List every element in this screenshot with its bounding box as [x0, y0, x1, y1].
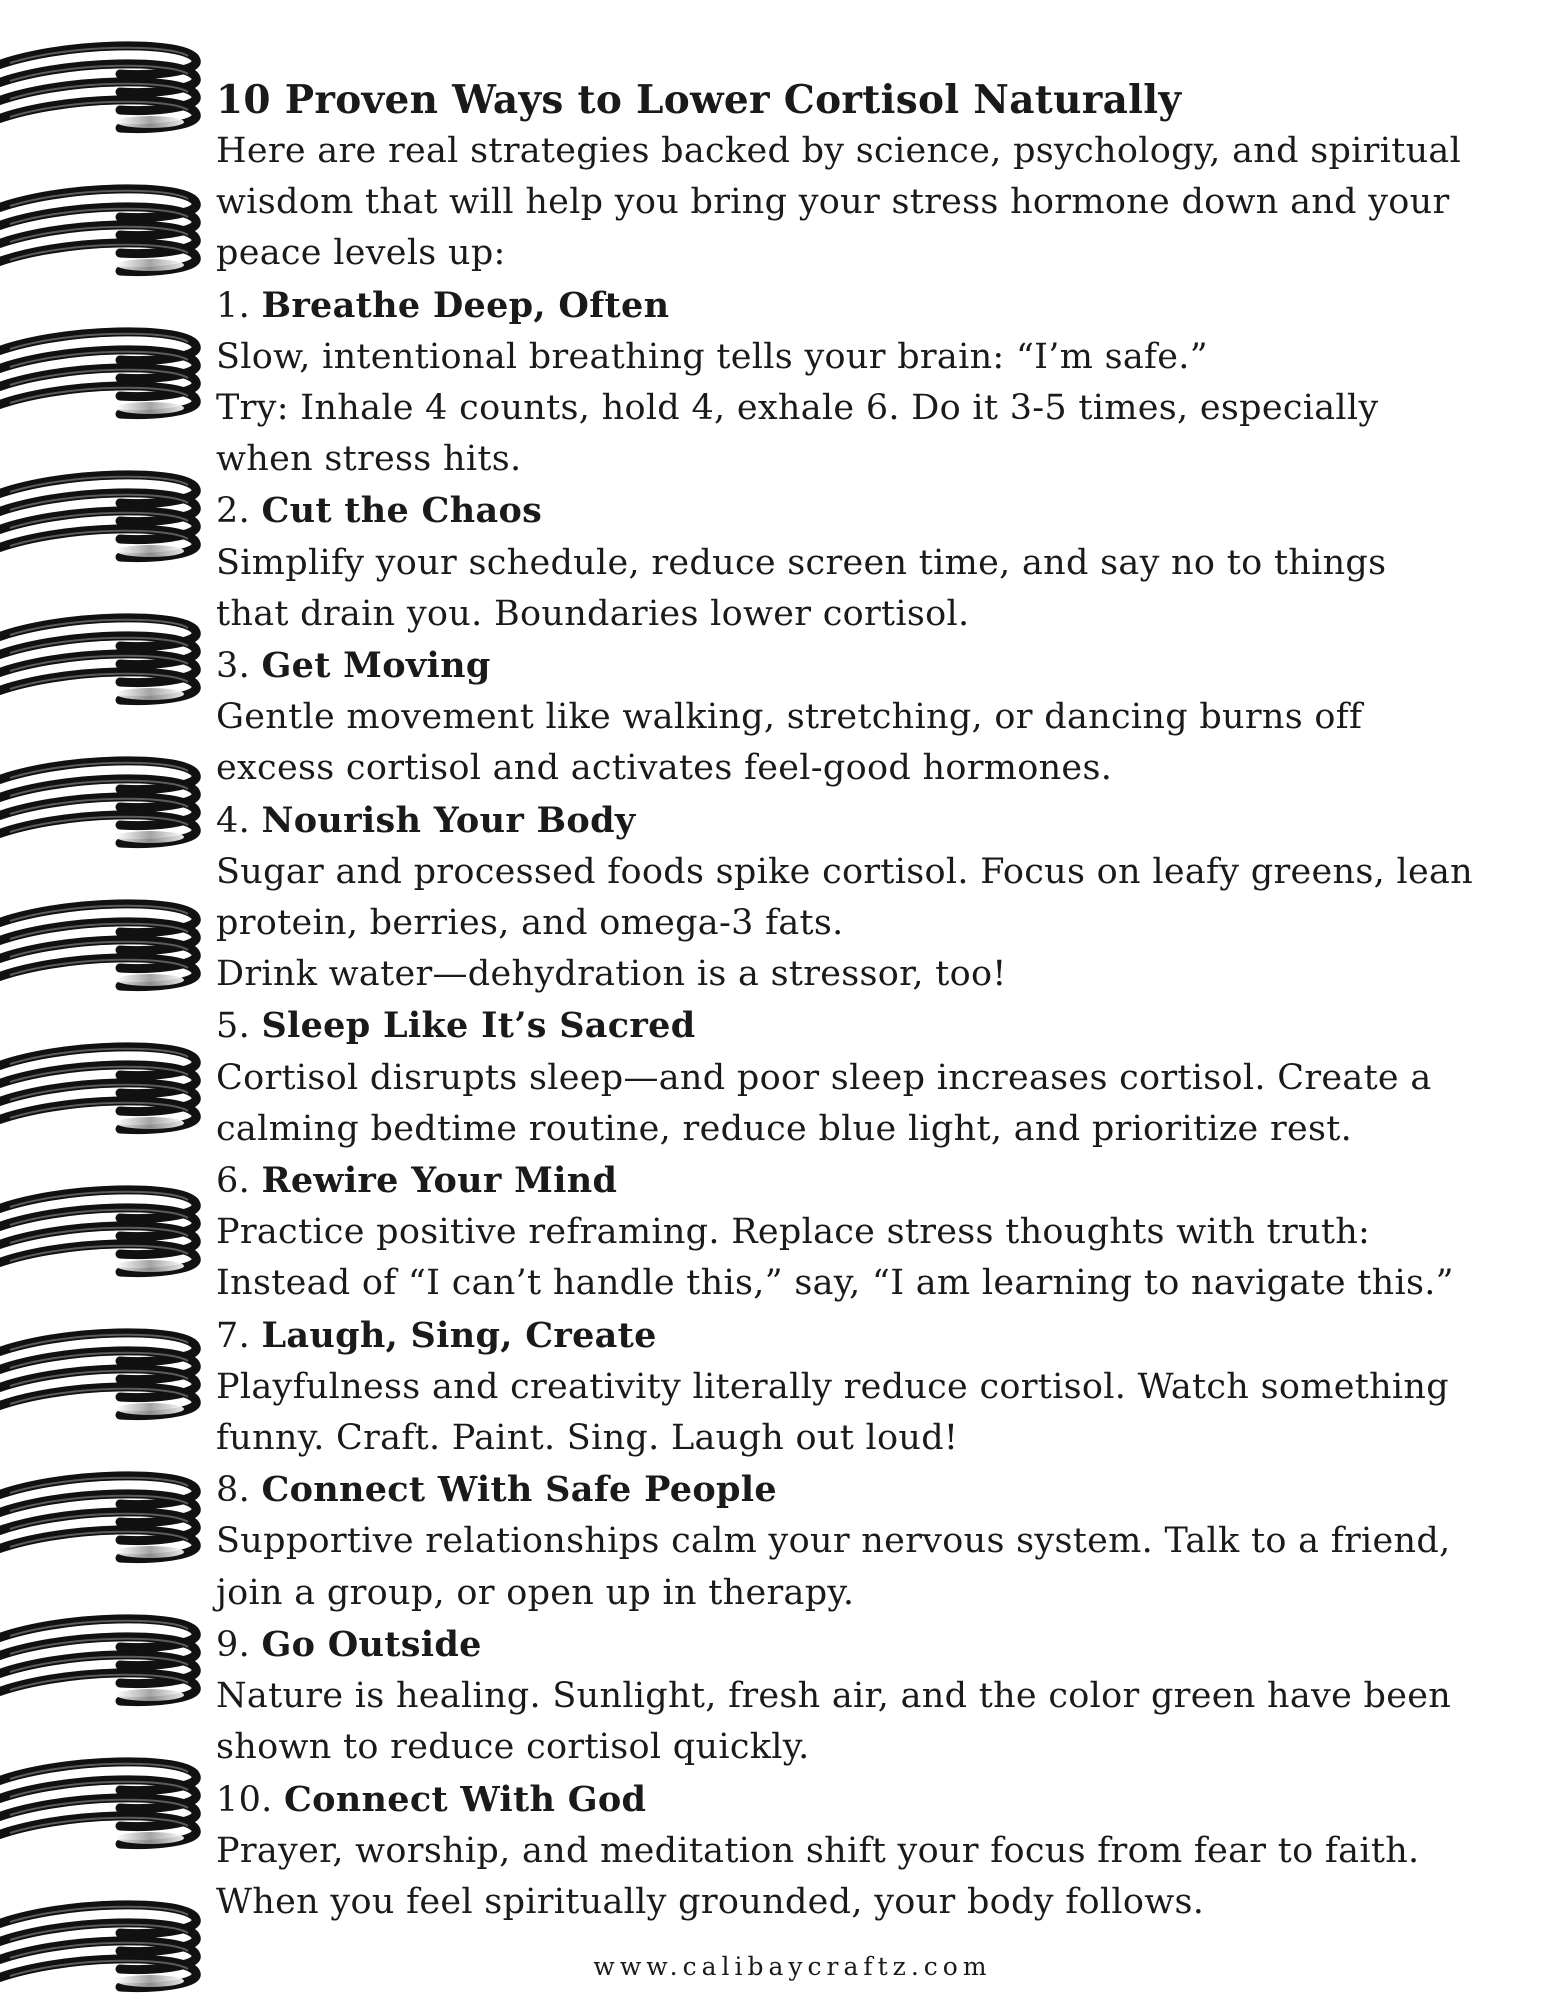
tip-number: 5.	[216, 1006, 250, 1047]
binding-ring	[0, 1476, 196, 1559]
tip-text-line: calming bedtime routine, reduce blue light, and prioritize rest.	[216, 1108, 1353, 1149]
intro-paragraph	[216, 126, 1516, 280]
tip-item	[216, 1310, 1516, 1465]
tip-heading	[216, 795, 1516, 847]
tip-text-line: Instead of “I can’t handle this,” say, “I am learning to navigate this.”	[216, 1263, 1454, 1304]
tip-item	[216, 1155, 1516, 1310]
tip-title: Sleep Like It’s Sacred	[261, 1005, 696, 1047]
tip-number: 2.	[216, 491, 250, 532]
tip-text-line: Practice positive reframing. Replace stress thoughts with truth:	[216, 1212, 1371, 1253]
tip-item	[216, 1619, 1516, 1774]
tip-text-line: Sugar and processed foods spike cortisol. Focus on leafy greens, lean	[216, 851, 1473, 892]
tip-text-line: Simplify your schedule, reduce screen time, and say no to things	[216, 542, 1387, 583]
tip-title: Laugh, Sing, Create	[261, 1314, 657, 1356]
binding-ring	[0, 618, 196, 701]
tip-text-line: that drain you. Boundaries lower cortisol.	[216, 593, 970, 634]
tip-title: Connect With Safe People	[261, 1469, 777, 1511]
tip-heading	[216, 640, 1516, 692]
tip-heading	[216, 1774, 1516, 1826]
tip-heading	[216, 1464, 1516, 1516]
tip-item	[216, 640, 1516, 795]
tip-number: 7.	[216, 1315, 250, 1356]
tip-heading	[216, 1310, 1516, 1362]
intro-line: wisdom that will help you bring your stress hormone down and your	[216, 182, 1450, 223]
tip-text-line: when stress hits.	[216, 439, 522, 480]
binding-ring	[0, 1190, 196, 1273]
tip-text-line: Drink water—dehydration is a stressor, too!	[216, 954, 1007, 995]
tip-text-line: shown to reduce cortisol quickly.	[216, 1727, 810, 1768]
tip-title: Connect With God	[284, 1778, 647, 1820]
binding-ring	[0, 904, 196, 987]
website-footer: www.calibaycraftz.com	[593, 1952, 992, 1981]
tip-heading	[216, 1619, 1516, 1671]
binding-ring	[0, 332, 196, 415]
tip-text-line: Cortisol disrupts sleep—and poor sleep increases cortisol. Create a	[216, 1057, 1432, 1098]
binding-ring	[0, 1047, 196, 1130]
tip-item	[216, 1464, 1516, 1619]
tip-title: Nourish Your Body	[261, 799, 636, 841]
article-body	[216, 74, 1516, 1928]
binding-ring	[0, 1619, 196, 1702]
tip-item	[216, 795, 1516, 1001]
binding-ring	[0, 1333, 196, 1416]
tip-text-line: Gentle movement like walking, stretching, or dancing burns off	[216, 697, 1363, 738]
tip-text-line: Supportive relationships calm your nervous system. Talk to a friend,	[216, 1521, 1451, 1562]
tip-title: Go Outside	[261, 1623, 482, 1665]
tip-number: 3.	[216, 646, 250, 687]
tip-heading	[216, 485, 1516, 537]
binding-ring	[0, 189, 196, 272]
binding-ring	[0, 46, 196, 129]
tip-heading	[216, 280, 1516, 332]
tip-text-line: excess cortisol and activates feel-good hormones.	[216, 748, 1113, 789]
tip-title: Get Moving	[261, 645, 491, 687]
tip-number: 10.	[216, 1779, 273, 1820]
intro-line: Here are real strategies backed by science, psychology, and spiritual	[216, 131, 1462, 171]
tip-title: Cut the Chaos	[261, 490, 543, 532]
tip-text-line: funny. Craft. Paint. Sing. Laugh out loud!	[216, 1418, 959, 1459]
tip-text-line: Nature is healing. Sunlight, fresh air, and the color green have been	[216, 1676, 1452, 1717]
binding-ring	[0, 1762, 196, 1845]
tip-number: 1.	[216, 285, 250, 326]
tip-heading	[216, 1155, 1516, 1207]
binding-ring	[0, 761, 196, 844]
tip-text-line: Playfulness and creativity literally reduce cortisol. Watch something	[216, 1366, 1449, 1407]
binding-ring	[0, 475, 196, 558]
tip-text-line: Slow, intentional breathing tells your brain: “I’m safe.”	[216, 336, 1208, 377]
spiral-binding	[0, 0, 220, 2000]
tip-text-line: When you feel spiritually grounded, your body follows.	[216, 1881, 1205, 1922]
tip-title: Breathe Deep, Often	[261, 284, 670, 326]
tip-text-line: Prayer, worship, and meditation shift your focus from fear to faith.	[216, 1830, 1420, 1871]
tip-title: Rewire Your Mind	[261, 1160, 618, 1202]
tip-text-line: protein, berries, and omega-3 fats.	[216, 903, 844, 944]
tip-text-line: Try: Inhale 4 counts, hold 4, exhale 6. Do it 3-5 times, especially	[216, 388, 1379, 429]
intro-line: peace levels up:	[216, 233, 506, 274]
tip-item	[216, 1000, 1516, 1155]
tip-text-line: join a group, or open up in therapy.	[216, 1572, 855, 1613]
tip-heading	[216, 1000, 1516, 1052]
tip-list	[216, 280, 1516, 1929]
tip-item	[216, 280, 1516, 486]
tip-number: 4.	[216, 800, 250, 841]
page-title: 10 Proven Ways to Lower Cortisol Naturally	[216, 77, 1182, 123]
tip-number: 6.	[216, 1161, 250, 1202]
tip-item	[216, 485, 1516, 640]
tip-number: 8.	[216, 1470, 250, 1511]
tip-item	[216, 1774, 1516, 1929]
tip-number: 9.	[216, 1624, 250, 1665]
